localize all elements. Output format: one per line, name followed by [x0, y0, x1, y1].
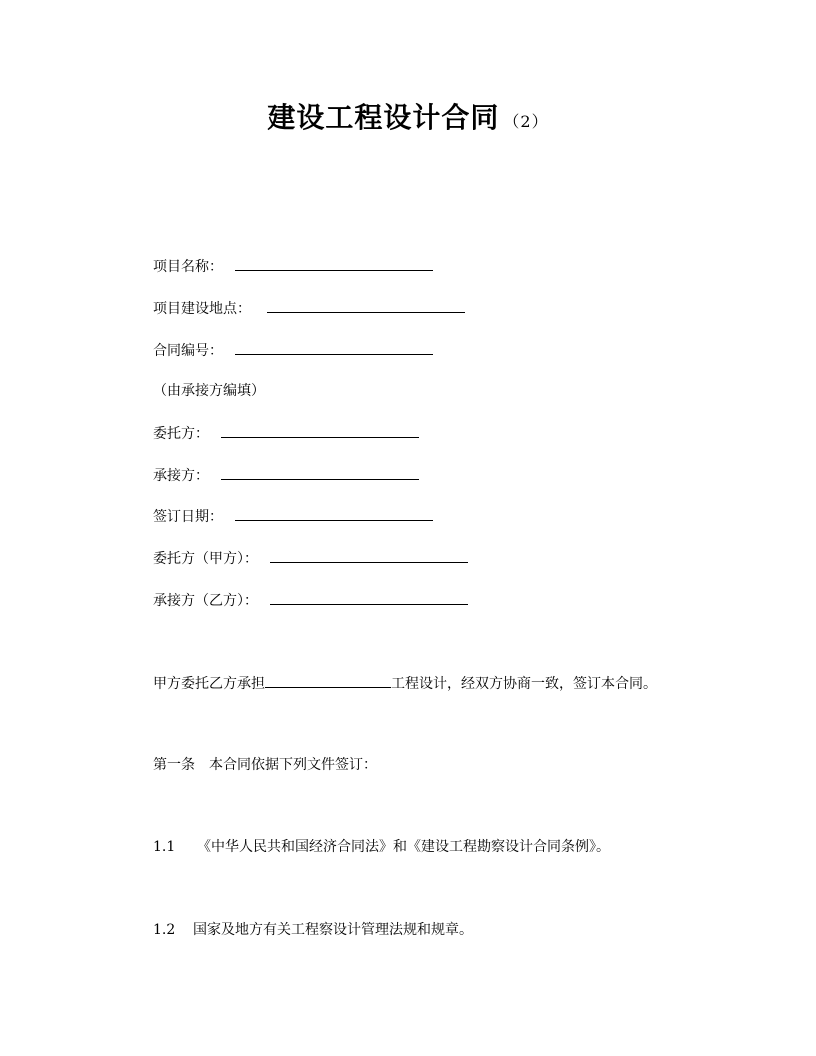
field-party-b	[153, 590, 468, 611]
intro-paragraph	[153, 673, 657, 694]
field-label: 承接方（乙方）：	[153, 593, 258, 609]
field-label: 委托方：	[153, 426, 209, 442]
client-blank[interactable]	[221, 423, 419, 438]
document-title	[0, 96, 816, 136]
field-client	[153, 423, 419, 444]
intro-after: 工程设计，经双方协商一致，签订本合同。	[391, 676, 657, 692]
field-label: 签订日期：	[153, 509, 223, 525]
contract-number-blank[interactable]	[235, 340, 433, 355]
title-suffix: （2）	[503, 112, 549, 131]
field-project-location	[153, 298, 465, 319]
sign-date-blank[interactable]	[235, 506, 433, 521]
clause-number: 1.2	[153, 922, 176, 938]
project-location-blank[interactable]	[267, 298, 465, 313]
clause-1-2	[153, 920, 473, 940]
party-a-blank[interactable]	[270, 548, 468, 563]
field-label: 委托方（甲方）：	[153, 551, 258, 567]
party-b-blank[interactable]	[270, 590, 468, 605]
fill-note: （由承接方编填）	[153, 383, 265, 399]
clause-number: 1.1	[153, 839, 176, 855]
field-party-a	[153, 548, 468, 569]
clause-1-1	[153, 837, 610, 857]
article-1-heading: 第一条 本合同依据下列文件签订：	[153, 757, 377, 773]
clause-text: 《中华人民共和国经济合同法》和《建设工程勘察设计合同条例》。	[197, 839, 610, 855]
field-contractor	[153, 465, 419, 486]
project-blank[interactable]	[265, 673, 391, 688]
field-sign-date	[153, 506, 433, 527]
clause-text: 国家及地方有关工程察设计管理法规和规章。	[193, 922, 473, 938]
field-label: 项目建设地点：	[153, 301, 251, 317]
field-label: 承接方：	[153, 468, 209, 484]
contractor-blank[interactable]	[221, 465, 419, 480]
field-label: 合同编号：	[153, 343, 223, 359]
field-label: 项目名称：	[153, 259, 223, 275]
project-name-blank[interactable]	[235, 256, 433, 271]
title-main: 建设工程设计合同	[267, 101, 500, 134]
field-project-name	[153, 256, 433, 277]
field-contract-number	[153, 340, 433, 361]
intro-before: 甲方委托乙方承担	[153, 676, 265, 692]
